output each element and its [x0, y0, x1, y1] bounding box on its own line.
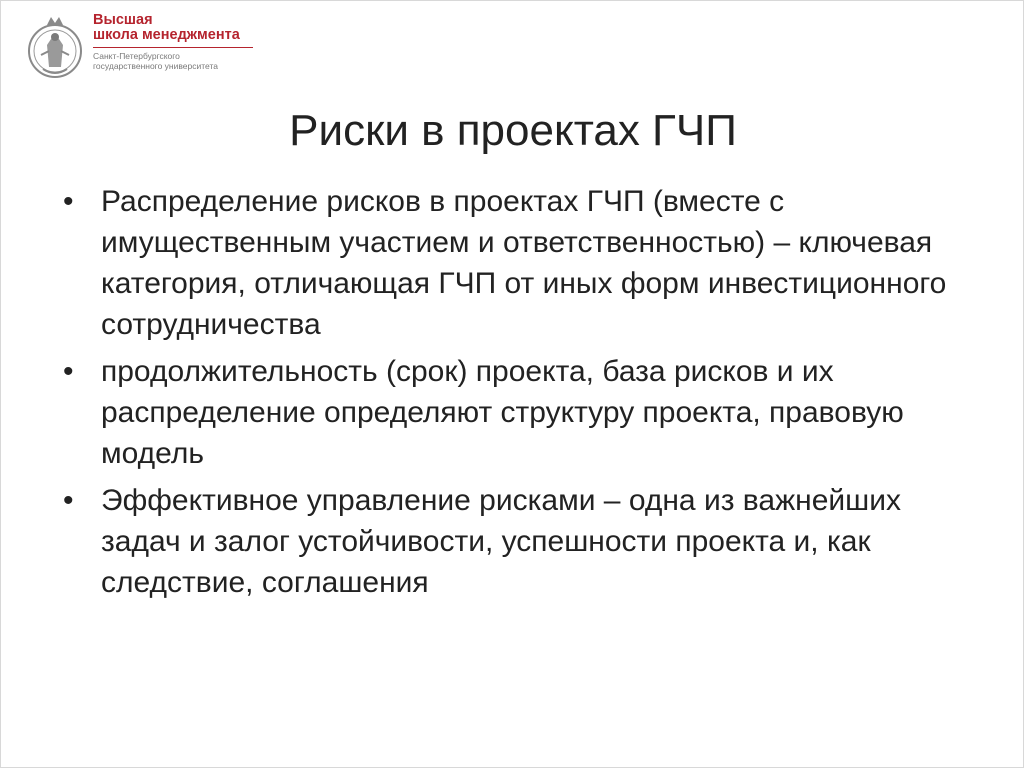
logo-line-2: школа менеджмента: [93, 27, 240, 43]
bullet-text: продолжительность (срок) проекта, база рисков и их распределение определяют структуру проекта, правовую модель: [101, 355, 904, 470]
slide-title: Риски в проектах ГЧП: [289, 106, 737, 155]
logo-text: [93, 13, 253, 71]
bullet-text: Эффективное управление рисками – одна из важнейших задач и залог устойчивости, успешности проекта и, как следствие, соглашения: [101, 484, 901, 599]
bullet-item: [63, 480, 983, 603]
logo-line-3: Санкт-Петербургского: [93, 51, 180, 61]
bullet-marker: •: [63, 355, 74, 388]
bullet-list: [63, 181, 983, 609]
university-emblem-icon: [27, 11, 83, 85]
bullet-text: Распределение рисков в проектах ГЧП (вместе с имущественным участием и ответственностью) – ключевая категория, отличающая ГЧП от иных форм инвестиционного сотрудничества: [101, 185, 947, 341]
bullet-item: [63, 181, 983, 345]
gsom-logo: [27, 11, 253, 85]
bullet-marker: •: [63, 185, 74, 218]
logo-line-4: государственного университета: [93, 61, 219, 71]
logo-line-1: Высшая: [93, 12, 153, 28]
bullet-item: [63, 351, 983, 474]
bullet-marker: •: [63, 484, 74, 517]
logo-divider: [93, 47, 253, 48]
